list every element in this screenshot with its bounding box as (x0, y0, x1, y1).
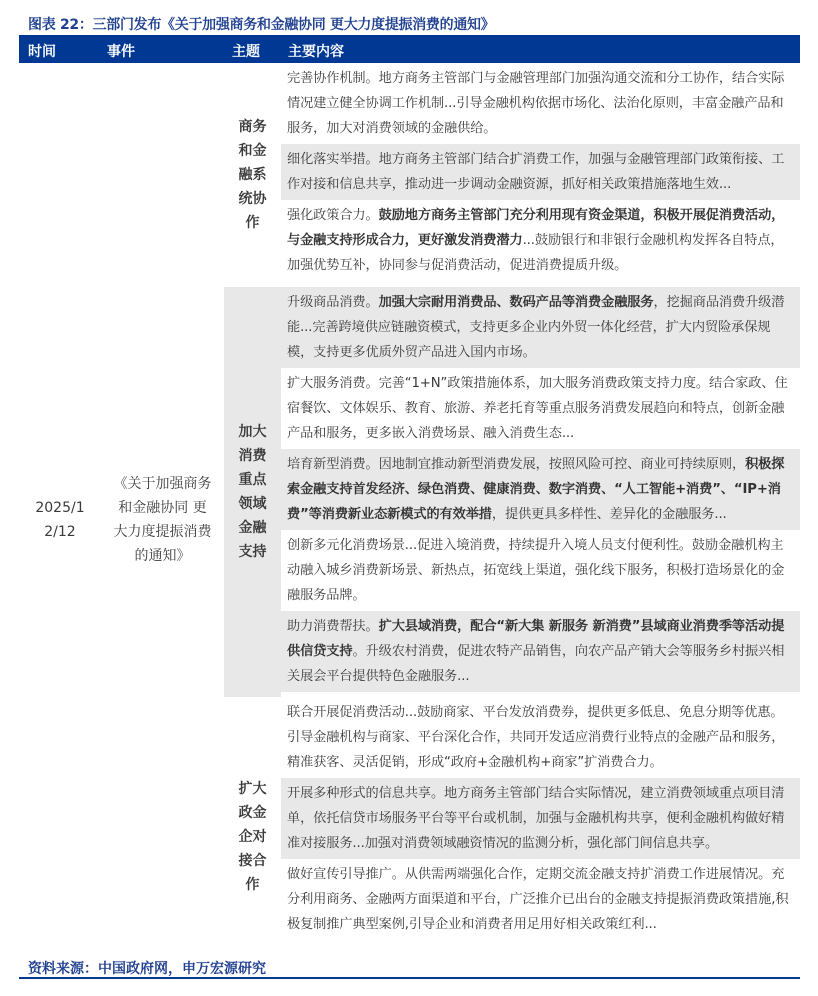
emphasis-text: 积极探索金融支持首发经济、绿色消费、健康消费、数字消费、“人工智能+消费”、“IP+消费”等消费新业态新模式的有效举措 (287, 457, 785, 522)
topic-group-2 (224, 287, 800, 697)
body-text: 完善协作机制。地方商务主管部门与金融管理部门加强沟通交流和分工协作，结合实际情况建立健全协调工作机制...引导金融机构依据市场化、法治化原则，丰富金融产品和服务，加大对消费领域的金融供给。 (287, 71, 785, 136)
figure-title: 图表 22：三部门发布《关于加强商务和金融协同 更大力度提振消费的通知》 (28, 17, 495, 33)
body-text: 培育新型消费。因地制宜推动新型消费发展，按照风险可控、商业可持续原则， (287, 457, 746, 472)
content-list (281, 63, 800, 281)
emphasis-text: 鼓励地方商务主管部门充分利用现有资金渠道，积极开展促消费活动，与金融支持形成合力，更好激发消费潜力 (287, 208, 785, 248)
emphasis-text: 扩大县域消费，配合“新大集 新服务 新消费”县域商业消费季等活动提供信贷支持 (287, 619, 785, 659)
body-text: ，提供更具多样性、差异化的金融服务... (491, 507, 727, 522)
content-item (281, 200, 800, 281)
event-text: 《关于加强商务和金融协同 更大力度提振消费的通知》 (113, 476, 212, 564)
topic-cell (224, 697, 281, 977)
content-item (281, 778, 800, 859)
topic-text: 加大消费重点领域金融支持 (238, 424, 267, 560)
content-item (281, 530, 800, 611)
content-item (281, 611, 800, 692)
header-topic: 主题 (232, 44, 260, 60)
topic-cell (224, 63, 281, 287)
body-text: 升级商品消费。 (287, 295, 379, 310)
body-text: 助力消费帮扶。 (287, 619, 379, 634)
body-text: ，挖掘商品消费升级潜能...完善跨境供应链融资模式，支持更多企业内外贸一体化经营，扩大内贸险承保规模，支持更多优质外贸产品进入国内市场。 (287, 295, 785, 360)
source-note: 资料来源：中国政府网，申万宏源研究 (28, 961, 266, 977)
event-cell (101, 63, 224, 977)
policy-table (19, 35, 800, 979)
topic-cell (224, 287, 281, 697)
content-item (281, 449, 800, 530)
content-item (281, 144, 800, 200)
content-item (281, 287, 800, 368)
topic-group-3 (224, 697, 800, 977)
header-event: 事件 (107, 44, 135, 60)
content-list (281, 697, 800, 940)
body-text: 扩大服务消费。完善“1+N”政策措施体系，加大服务消费政策支持力度。结合家政、住宿餐饮、文体娱乐、教育、旅游、养老托育等重点服务消费发展趋向和特点，创新金融产品和服务，更多嵌入消费场景、融入消费生态... (287, 376, 788, 441)
topic-text: 商务和金融系统协作 (238, 119, 267, 231)
body-text: 做好宣传引导推广。从供需两端强化合作，定期交流金融支持扩消费工作进展情况。充分利用商务、金融两方面渠道和平台，广泛推介已出台的金融支持提振消费政策措施,积极复制推广典型案例,引导企业和消费者用足用好相关政策红利... (287, 867, 789, 932)
topic-group-1 (224, 63, 800, 287)
emphasis-text: 加强大宗耐用消费品、数码产品等消费金融服务 (378, 295, 654, 310)
body-text: 。升级农村消费，促进农特产品销售，向农产品产销大会等服务乡村振兴相关展会平台提供特色金融服务... (287, 644, 785, 684)
table-header (19, 35, 800, 63)
header-time: 时间 (28, 44, 56, 60)
date-text: 2025/12/12 (35, 500, 85, 540)
body-text: 开展多种形式的信息共享。地方商务主管部门结合实际情况，建立消费领域重点项目清单，依托信贷市场服务平台等平台或机制，加强与金融机构共享，便利金融机构做好精准对接服务...加强对消费领域融资情况的监测分析，强化部门间信息共享。 (287, 786, 785, 851)
body-text: ...鼓励银行和非银行金融机构发挥各自特点，加强优势互补，协同参与促消费活动，促进消费提质升级。 (287, 233, 784, 273)
content-item (281, 859, 800, 940)
body-text: 创新多元化消费场景...促进入境消费，持续提升入境人员支付便利性。鼓励金融机构主动融入城乡消费新场景、新热点，拓宽线上渠道，强化线下服务，积极打造场景化的金融服务品牌。 (287, 538, 785, 603)
body-text: 强化政策合力。 (287, 208, 379, 223)
content-item (281, 697, 800, 778)
body-text: 联合开展促消费活动...鼓励商家、平台发放消费券，提供更多低息、免息分期等优惠。引导金融机构与商家、平台深化合作，共同开发适应消费行业特点的金融产品和服务，精准获客、灵活促销，形成“政府+金融机构+商家”扩消费合力。 (287, 705, 785, 770)
content-item (281, 63, 800, 144)
topic-text: 扩大政金企对接合作 (238, 781, 267, 893)
content-list (281, 287, 800, 692)
body-text: 细化落实举措。地方商务主管部门结合扩消费工作，加强与金融管理部门政策衔接、工作对接和信息共享，推动进一步调动金融资源，抓好相关政策措施落地生效... (287, 152, 785, 192)
date-cell (19, 63, 101, 977)
table-body (19, 63, 800, 979)
header-content: 主要内容 (288, 44, 344, 60)
content-item (281, 368, 800, 449)
